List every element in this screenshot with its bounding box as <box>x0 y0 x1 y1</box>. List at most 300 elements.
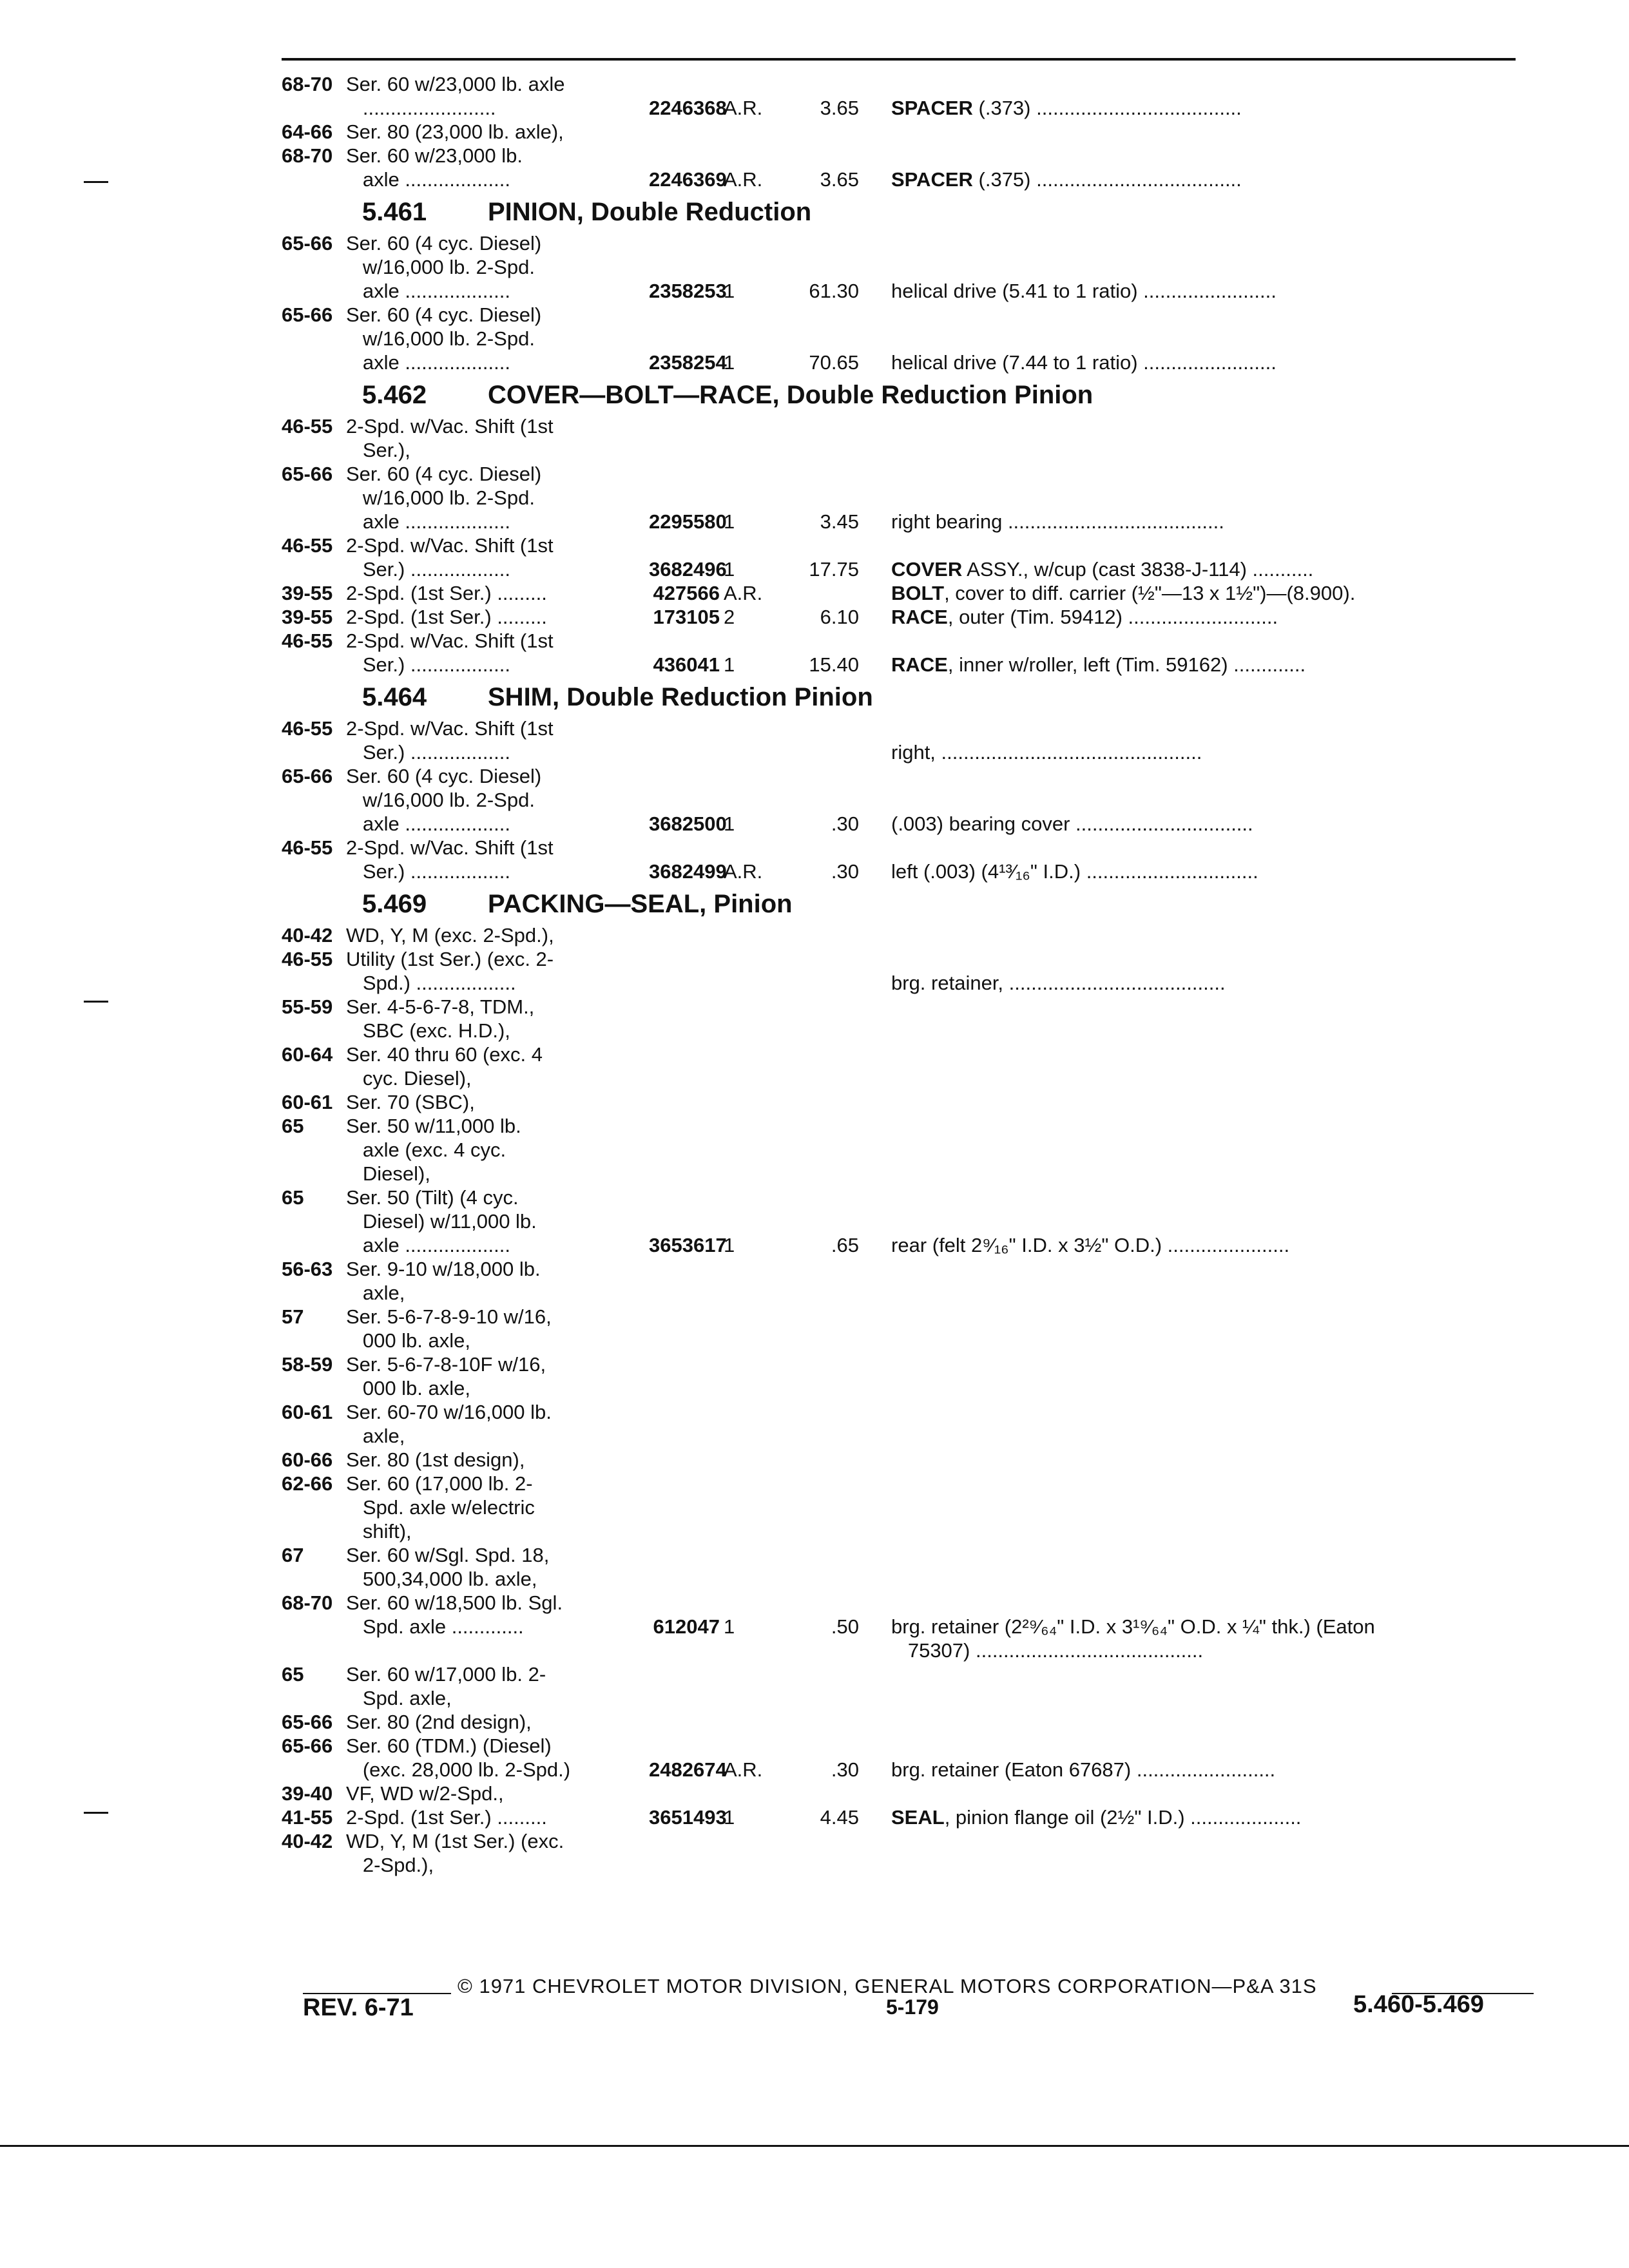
section-heading <box>282 680 1528 714</box>
part-number <box>649 1567 720 1591</box>
application: 2-Spd. w/Vac. Shift (1st <box>346 415 554 437</box>
model-years: 60-64 <box>282 1043 333 1066</box>
catalog-row <box>282 1209 1528 1233</box>
description: BOLT, cover to diff. carrier (½"—13 x 1½")—(8.900). <box>891 582 1356 604</box>
price <box>775 923 859 947</box>
catalog-row <box>282 1805 1528 1829</box>
part-number <box>649 438 720 462</box>
model-years: 62-66 <box>282 1472 333 1495</box>
description <box>859 486 1528 510</box>
part-number <box>649 1090 720 1114</box>
application: Spd. axle ............. <box>346 1615 524 1638</box>
page-number: 5-179 <box>886 1995 939 2019</box>
catalog-row <box>282 1829 1528 1853</box>
part-number <box>649 1686 720 1710</box>
part-number <box>649 327 720 351</box>
quantity: A.R. <box>724 582 763 604</box>
model-years: 39-40 <box>282 1782 333 1805</box>
description <box>859 629 1528 653</box>
section-number: 5.464 <box>362 683 427 711</box>
quantity: A.R. <box>724 860 763 883</box>
part-number: 3682500 <box>649 812 727 835</box>
model-years: 65 <box>282 1663 304 1686</box>
application: Ser.) .................. <box>346 860 510 883</box>
description <box>859 764 1528 788</box>
catalog-row <box>282 510 1528 533</box>
application: Ser. 60 w/23,000 lb. axle <box>346 73 565 95</box>
description <box>859 1519 1528 1543</box>
description <box>859 1114 1528 1138</box>
price: 15.40 <box>809 653 859 676</box>
application: 500,34,000 lb. axle, <box>346 1568 537 1590</box>
model-years: 58-59 <box>282 1353 333 1376</box>
quantity <box>720 1090 775 1114</box>
description <box>859 1400 1528 1424</box>
application: w/16,000 lb. 2-Spd. <box>346 327 535 350</box>
application: 2-Spd. w/Vac. Shift (1st <box>346 629 554 652</box>
model-years <box>282 1329 346 1352</box>
part-number <box>649 1710 720 1734</box>
application: 2-Spd. w/Vac. Shift (1st <box>346 717 554 740</box>
part-number <box>649 716 720 740</box>
price <box>775 1019 859 1043</box>
part-number <box>649 1329 720 1352</box>
part-number: 427566 <box>653 582 720 604</box>
part-number: 3682496 <box>649 558 727 581</box>
application: 2-Spd.), <box>346 1854 434 1876</box>
application: WD, Y, M (1st Ser.) (exc. <box>346 1830 564 1852</box>
part-number <box>649 120 720 144</box>
application: WD, Y, M (exc. 2-Spd.), <box>346 924 554 947</box>
catalog-row <box>282 1615 1528 1639</box>
quantity: A.R. <box>724 168 763 191</box>
application: cyc. Diesel), <box>346 1067 472 1090</box>
top-rule <box>282 58 1516 61</box>
description: rear (felt 2⁹⁄₁₆" I.D. x 3½" O.D.) ...................... <box>891 1234 1290 1256</box>
quantity <box>720 1591 775 1615</box>
part-number <box>649 788 720 812</box>
quantity: 1 <box>724 812 735 835</box>
price <box>775 1138 859 1162</box>
model-years: 68-70 <box>282 144 333 167</box>
price <box>775 1853 859 1877</box>
model-years: 65-66 <box>282 303 333 326</box>
description <box>859 947 1528 971</box>
model-years: 68-70 <box>282 1591 333 1614</box>
description: brg. retainer (2²⁹⁄₆₄" I.D. x 3¹⁹⁄₆₄" O.D. x ¼" thk.) (Eaton <box>891 1615 1375 1638</box>
catalog-row <box>282 1019 1528 1043</box>
part-number <box>649 1376 720 1400</box>
description <box>859 462 1528 486</box>
price <box>775 1495 859 1519</box>
quantity <box>720 1114 775 1138</box>
model-years: 46-55 <box>282 534 333 557</box>
model-years: 65 <box>282 1115 304 1137</box>
model-years: 65-66 <box>282 1735 333 1757</box>
catalog-row <box>282 1162 1528 1186</box>
part-number <box>649 1853 720 1877</box>
application <box>346 1639 649 1662</box>
application: 2-Spd. w/Vac. Shift (1st <box>346 836 554 859</box>
application: Ser. 9-10 w/18,000 lb. <box>346 1258 541 1280</box>
part-number <box>649 533 720 557</box>
quantity <box>720 1352 775 1376</box>
catalog-row <box>282 1186 1528 1209</box>
margin-mark <box>84 181 108 183</box>
catalog-row <box>282 96 1528 120</box>
catalog-row <box>282 486 1528 510</box>
model-years: 46-55 <box>282 836 333 859</box>
model-years <box>282 1758 346 1782</box>
description: SPACER (.373) ..................................... <box>891 97 1242 119</box>
price <box>775 144 859 168</box>
model-years <box>282 1138 346 1162</box>
model-years: 46-55 <box>282 629 333 652</box>
price <box>775 1639 859 1662</box>
part-number <box>649 144 720 168</box>
description <box>859 72 1528 96</box>
model-years: 39-55 <box>282 582 333 604</box>
model-years <box>282 1281 346 1305</box>
application: Ser. 60 (17,000 lb. 2- <box>346 1472 533 1495</box>
application: 000 lb. axle, <box>346 1329 471 1352</box>
part-number: 2246369 <box>649 168 727 191</box>
section-number: 5.462 <box>362 381 427 409</box>
part-number <box>649 1782 720 1805</box>
catalog-row <box>282 1853 1528 1877</box>
part-number <box>649 1448 720 1472</box>
catalog-row <box>282 327 1528 351</box>
application: Ser. 60-70 w/16,000 lb. <box>346 1401 552 1423</box>
quantity: 1 <box>724 280 735 302</box>
model-years <box>282 740 346 764</box>
model-years: 60-66 <box>282 1448 333 1471</box>
quantity <box>720 1519 775 1543</box>
price <box>775 327 859 351</box>
price <box>775 303 859 327</box>
catalog-row <box>282 120 1528 144</box>
price <box>775 1829 859 1853</box>
part-number <box>649 971 720 995</box>
part-number <box>649 231 720 255</box>
description <box>859 1043 1528 1066</box>
part-number <box>649 1591 720 1615</box>
price <box>775 1114 859 1138</box>
model-years <box>282 168 346 191</box>
section-title: COVER—BOLT—RACE, Double Reduction Pinion <box>488 381 1094 409</box>
catalog-row <box>282 279 1528 303</box>
quantity <box>720 1782 775 1805</box>
part-number <box>649 1734 720 1758</box>
application: Ser. 60 w/Sgl. Spd. 18, <box>346 1544 550 1566</box>
catalog-row <box>282 438 1528 462</box>
description: 75307) ......................................... <box>891 1639 1204 1662</box>
quantity <box>720 462 775 486</box>
model-years: 65-66 <box>282 1711 333 1733</box>
price <box>775 947 859 971</box>
description: right bearing ....................................... <box>891 510 1224 533</box>
quantity <box>720 486 775 510</box>
part-number <box>649 629 720 653</box>
application: axle ................... <box>346 280 510 302</box>
model-years <box>282 438 346 462</box>
part-number <box>649 1019 720 1043</box>
part-number <box>649 1138 720 1162</box>
model-years: 46-55 <box>282 948 333 970</box>
footer-copyright: © 1971 CHEVROLET MOTOR DIVISION, GENERAL MOTORS CORPORATION—P&A 31S <box>458 1975 1317 1997</box>
description <box>859 1162 1528 1186</box>
catalog-row <box>282 971 1528 995</box>
description <box>859 1734 1528 1758</box>
description: COVER ASSY., w/cup (cast 3838-J-114) ........... <box>891 558 1314 581</box>
description <box>859 1448 1528 1472</box>
price <box>775 1066 859 1090</box>
catalog-row <box>282 1567 1528 1591</box>
description: right, ............................................... <box>891 741 1202 764</box>
description <box>859 1853 1528 1877</box>
quantity <box>720 1448 775 1472</box>
model-years <box>282 1233 346 1257</box>
part-number <box>649 740 720 764</box>
application: Ser. 60 (4 cyc. Diesel) <box>346 463 542 485</box>
part-number <box>649 1066 720 1090</box>
quantity <box>720 438 775 462</box>
model-years <box>282 860 346 883</box>
model-years: 41-55 <box>282 1806 333 1829</box>
price <box>775 1710 859 1734</box>
catalog-row <box>282 144 1528 168</box>
catalog-row <box>282 72 1528 96</box>
model-years <box>282 1376 346 1400</box>
application: Ser. 60 (TDM.) (Diesel) <box>346 1735 552 1757</box>
quantity <box>720 533 775 557</box>
description: left (.003) (4¹³⁄₁₆" I.D.) ............................... <box>891 860 1258 883</box>
catalog-row <box>282 303 1528 327</box>
price <box>775 1209 859 1233</box>
description <box>859 1019 1528 1043</box>
part-number <box>649 1829 720 1853</box>
model-years <box>282 486 346 510</box>
price <box>775 1186 859 1209</box>
model-years <box>282 788 346 812</box>
catalog-row <box>282 1734 1528 1758</box>
description <box>859 144 1528 168</box>
model-years <box>282 96 346 120</box>
part-number: 2482674 <box>649 1758 727 1781</box>
part-number <box>649 1662 720 1686</box>
description <box>859 1495 1528 1519</box>
price <box>775 629 859 653</box>
part-number <box>649 1639 720 1662</box>
model-years: 46-55 <box>282 415 333 437</box>
price <box>775 1329 859 1352</box>
quantity <box>720 303 775 327</box>
application: axle ................... <box>346 1234 510 1256</box>
model-years: 65 <box>282 1186 304 1209</box>
description: helical drive (5.41 to 1 ratio) ........................ <box>891 280 1277 302</box>
part-number <box>649 836 720 860</box>
price <box>775 1090 859 1114</box>
quantity: A.R. <box>724 97 763 119</box>
quantity <box>720 923 775 947</box>
description: RACE, outer (Tim. 59412) ........................... <box>891 606 1278 628</box>
application: Ser.) .................. <box>346 558 510 581</box>
price <box>775 1305 859 1329</box>
price <box>775 231 859 255</box>
section-heading <box>282 378 1528 412</box>
model-years <box>282 971 346 995</box>
part-number <box>649 1162 720 1186</box>
price: .30 <box>831 812 859 835</box>
quantity <box>720 836 775 860</box>
part-number <box>649 72 720 96</box>
quantity <box>720 1376 775 1400</box>
model-years <box>282 327 346 351</box>
catalog-row <box>282 1662 1528 1686</box>
price <box>775 1591 859 1615</box>
catalog-row <box>282 716 1528 740</box>
application: Ser.), <box>346 439 410 461</box>
catalog-row <box>282 1758 1528 1782</box>
application: Ser. 50 (Tilt) (4 cyc. <box>346 1186 519 1209</box>
part-number <box>649 414 720 438</box>
application: axle, <box>346 1282 405 1304</box>
model-years <box>282 1019 346 1043</box>
description <box>859 1138 1528 1162</box>
quantity <box>720 788 775 812</box>
application: axle ................... <box>346 812 510 835</box>
price <box>775 1686 859 1710</box>
model-years <box>282 279 346 303</box>
application: Ser. 60 w/17,000 lb. 2- <box>346 1663 546 1686</box>
price <box>775 836 859 860</box>
part-number <box>649 303 720 327</box>
catalog-row <box>282 740 1528 764</box>
description <box>859 1305 1528 1329</box>
description: helical drive (7.44 to 1 ratio) ........................ <box>891 351 1277 374</box>
catalog-row <box>282 1639 1528 1662</box>
catalog-row <box>282 1782 1528 1805</box>
quantity <box>720 1472 775 1495</box>
model-years: 40-42 <box>282 924 333 947</box>
description <box>859 923 1528 947</box>
description <box>859 716 1528 740</box>
model-years: 60-61 <box>282 1091 333 1113</box>
price <box>775 1376 859 1400</box>
application: ........................ <box>346 97 496 119</box>
price: .50 <box>831 1615 859 1638</box>
quantity <box>720 1209 775 1233</box>
part-number <box>649 1305 720 1329</box>
application: w/16,000 lb. 2-Spd. <box>346 789 535 811</box>
price <box>775 788 859 812</box>
model-years: 65-66 <box>282 463 333 485</box>
application: Ser. 5-6-7-8-10F w/16, <box>346 1353 546 1376</box>
price: .30 <box>831 1758 859 1781</box>
section-number: 5.469 <box>362 890 427 918</box>
quantity <box>720 1329 775 1352</box>
price <box>775 995 859 1019</box>
description <box>859 836 1528 860</box>
quantity <box>720 327 775 351</box>
price: .65 <box>831 1234 859 1256</box>
description <box>859 120 1528 144</box>
quantity <box>720 1495 775 1519</box>
description <box>859 1829 1528 1853</box>
section-heading <box>282 195 1528 229</box>
catalog-row <box>282 629 1528 653</box>
catalog-row <box>282 1043 1528 1066</box>
application: (exc. 28,000 lb. 2-Spd.) <box>346 1758 571 1781</box>
model-years: 64-66 <box>282 120 333 143</box>
description <box>859 788 1528 812</box>
catalog-row <box>282 1591 1528 1615</box>
catalog-row <box>282 1686 1528 1710</box>
part-number <box>649 1186 720 1209</box>
quantity <box>720 1543 775 1567</box>
application: Spd.) .................. <box>346 972 516 994</box>
model-years: 67 <box>282 1544 304 1566</box>
price <box>775 716 859 740</box>
application: VF, WD w/2-Spd., <box>346 1782 504 1805</box>
description <box>859 1090 1528 1114</box>
price <box>775 1352 859 1376</box>
part-number <box>649 947 720 971</box>
model-years <box>282 812 346 836</box>
part-number: 3682499 <box>649 860 727 883</box>
model-years <box>282 351 346 374</box>
catalog-row <box>282 923 1528 947</box>
part-number <box>649 462 720 486</box>
part-number <box>649 1257 720 1281</box>
model-years <box>282 255 346 279</box>
catalog-row <box>282 533 1528 557</box>
catalog-row <box>282 581 1528 605</box>
price <box>775 120 859 144</box>
quantity: 2 <box>724 606 735 628</box>
catalog-row <box>282 1352 1528 1376</box>
description <box>859 1329 1528 1352</box>
application: w/16,000 lb. 2-Spd. <box>346 256 535 278</box>
part-number: 2358253 <box>649 280 727 302</box>
catalog-row <box>282 812 1528 836</box>
part-number <box>649 1043 720 1066</box>
quantity <box>720 1066 775 1090</box>
part-number: 173105 <box>653 606 720 628</box>
quantity <box>720 1138 775 1162</box>
quantity <box>720 1567 775 1591</box>
model-years: 39-55 <box>282 606 333 628</box>
price: 17.75 <box>809 558 859 581</box>
model-years: 56-63 <box>282 1258 333 1280</box>
quantity <box>720 947 775 971</box>
quantity: 1 <box>724 510 735 533</box>
catalog-row <box>282 1376 1528 1400</box>
quantity: 1 <box>724 653 735 676</box>
description <box>859 533 1528 557</box>
application: Ser. 80 (2nd design), <box>346 1711 532 1733</box>
application: 2-Spd. w/Vac. Shift (1st <box>346 534 554 557</box>
quantity: A.R. <box>724 1758 763 1781</box>
model-years: 68-70 <box>282 73 333 95</box>
section-heading <box>282 887 1528 921</box>
quantity: 1 <box>724 1234 735 1256</box>
price <box>775 1734 859 1758</box>
catalog-row <box>282 1257 1528 1281</box>
catalog-row <box>282 1710 1528 1734</box>
description <box>859 1281 1528 1305</box>
price <box>775 1782 859 1805</box>
